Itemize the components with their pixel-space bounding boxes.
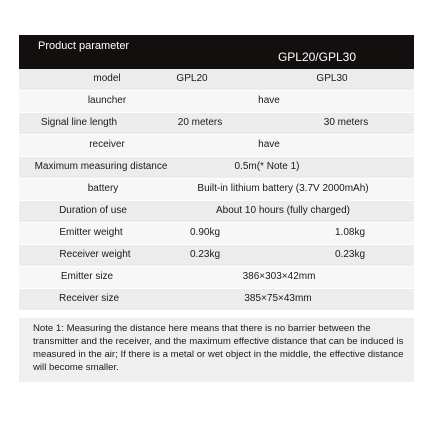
row-value-right: 1.08kg: [334, 227, 366, 238]
table-row: [19, 267, 414, 289]
table-row: [19, 289, 414, 311]
row-label: launcher: [87, 95, 127, 106]
table-row: [19, 113, 414, 135]
table-row: [19, 223, 414, 245]
row-value: have: [258, 139, 280, 150]
row-label: Receiver weight: [59, 249, 131, 260]
row-value-left: 0.23kg: [189, 249, 221, 260]
row-value-right: 0.23kg: [334, 249, 366, 260]
header-title: Product parameter: [38, 40, 130, 52]
row-value-left: 0.90kg: [189, 227, 221, 238]
row-label: model: [93, 73, 121, 84]
table-row: [19, 135, 414, 157]
row-value: Built-in lithium battery (3.7V 2000mAh): [197, 183, 369, 194]
row-label: receiver: [89, 139, 125, 150]
row-value: About 10 hours (fully charged): [216, 205, 350, 216]
row-label: Duration of use: [59, 205, 127, 216]
header-models: GPL20/GPL30: [277, 50, 356, 64]
row-label: Maximum measuring distance: [34, 161, 168, 172]
table-row: [19, 91, 414, 113]
row-value: 385×75×43mm: [244, 293, 312, 304]
row-label: Emitter size: [60, 271, 114, 282]
table-header: [19, 35, 414, 69]
table-row: [19, 179, 414, 201]
row-value: 0.5m(* Note 1): [234, 161, 300, 172]
row-value-right: GPL30: [316, 73, 348, 84]
row-label: battery: [87, 183, 119, 194]
table-row: [19, 245, 414, 267]
table-row: [19, 157, 414, 179]
row-value: 386×303×42mm: [242, 271, 316, 282]
table-row: [19, 69, 414, 91]
row-label: Signal line length: [40, 117, 118, 128]
footnote: Note 1: Measuring the distance here means that there is no barrier between the transmitter and the receiver, and the maximum effective distance that can be induced is measured in the air; If there is a metal or wet object in the middle, the effective distance will become smaller.: [19, 318, 414, 382]
row-value: have: [258, 95, 280, 106]
row-label: Emitter weight: [59, 227, 123, 238]
row-value-left: GPL20: [176, 73, 208, 84]
row-value-right: 30 meters: [323, 117, 369, 128]
row-label: Receiver size: [58, 293, 120, 304]
table-row: [19, 201, 414, 223]
row-value-left: 20 meters: [177, 117, 223, 128]
